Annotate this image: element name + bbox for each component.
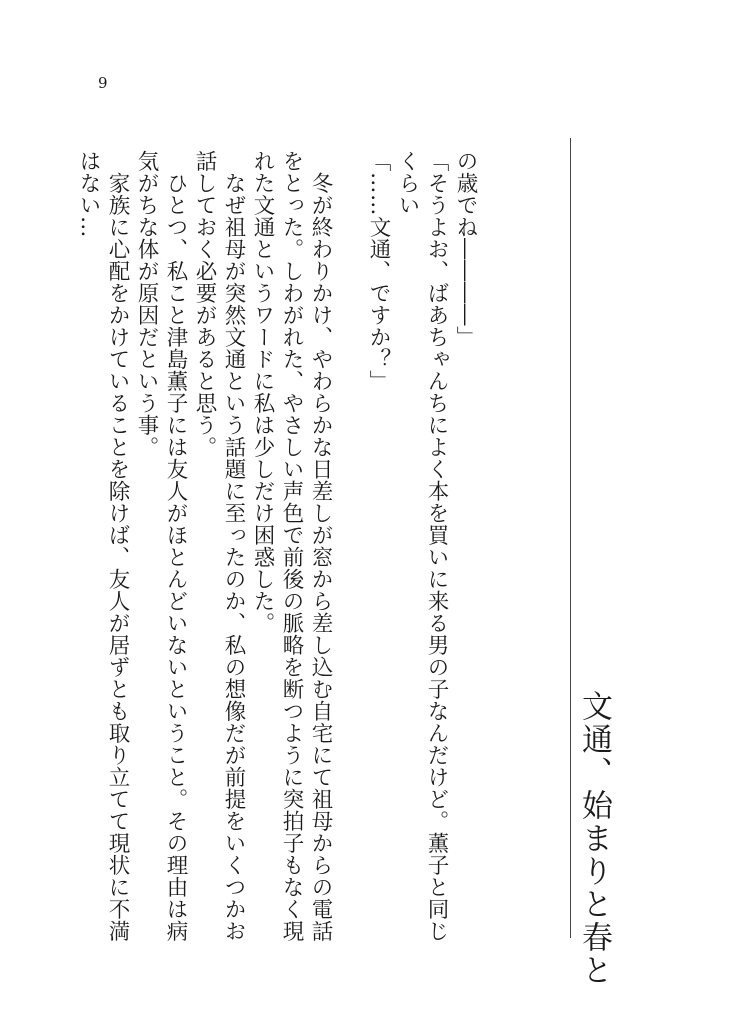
paragraph: 「……文通、ですか？」 [366,150,391,392]
chapter-title: 文通、始まりと春と [576,690,612,987]
page-number: 9 [98,74,108,92]
paragraph: 「そうよお、ばあちゃんちによく本を買いに来る男の子なんだけど。薫子と同じくらい [395,150,449,942]
chapter-divider-rule [570,138,571,938]
paragraph: の歳でね――――」 [453,150,478,348]
body-text [76,150,480,950]
paragraph: 冬が終わりかけ、やわらかな日差しが窓から差し込む自宅にて祖母からの電話をとった。しわがれた、やさしい声色で前後の脈略を断つように突拍子もなく現れた文通というワードに私は少しだけ困惑した。 [250,150,333,942]
paragraph: 家族に心配をかけていることを除けば、友人が居ずとも取り立てて現状に不満はない… [76,150,130,942]
paragraph-spacer [335,150,364,151]
paragraph: ひとつ、私こと津島薫子には友人がほとんどいないということ。その理由は病気がちな体が原因だという事。 [134,150,188,942]
paragraph: なぜ祖母が突然文通という話題に至ったのか、私の想像だが前提をいくつかお話しておく必要があると思う。 [192,150,246,942]
